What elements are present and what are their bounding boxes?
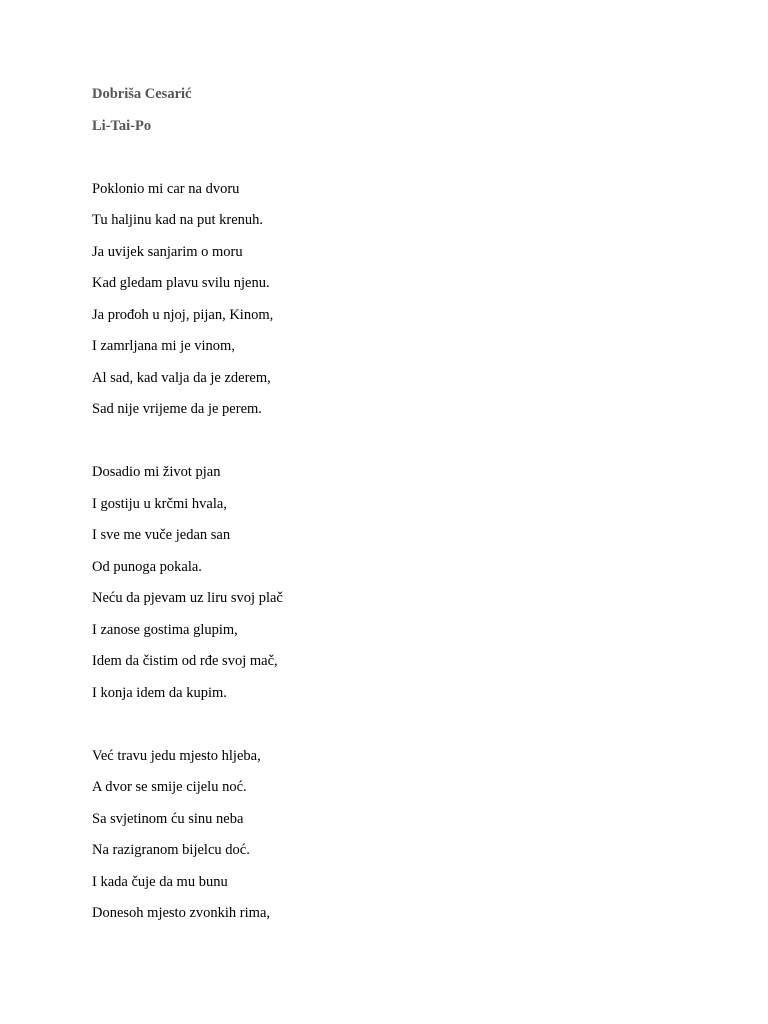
poem-line: Tu haljinu kad na put krenuh. bbox=[92, 212, 264, 228]
poem-author: Dobriša Cesarić bbox=[92, 86, 192, 102]
poem-line: Sad nije vrijeme da je perem. bbox=[92, 401, 262, 417]
poem-line: I sve me vuče jedan san bbox=[92, 527, 231, 543]
poem-line: Sa svjetinom ću sinu neba bbox=[92, 810, 244, 827]
poem-line: Već travu jedu mjesto hljeba, bbox=[92, 747, 261, 764]
stanza-1 bbox=[92, 179, 692, 431]
stanza-3 bbox=[92, 746, 692, 935]
poem-line: Na razigranom bijelcu doć. bbox=[92, 842, 250, 858]
poem-line: Kad gledam plavu svilu njenu. bbox=[92, 275, 270, 291]
poem-line: Dosadio mi život pjan bbox=[92, 464, 221, 480]
poem-line: I zanose gostima glupim, bbox=[92, 621, 238, 638]
stanza-gap bbox=[92, 431, 692, 463]
stanza-2 bbox=[92, 462, 692, 714]
poem-title: Li-Tai-Po bbox=[92, 117, 152, 134]
poem-line: Ja prođoh u njoj, pijan, Kinom, bbox=[92, 306, 274, 323]
poem-line: Poklonio mi car na dvoru bbox=[92, 180, 240, 197]
poem-line: Donesoh mjesto zvonkih rima, bbox=[92, 905, 271, 921]
poem-line: Ja uvijek sanjarim o moru bbox=[92, 243, 243, 260]
poem-line: I zamrljana mi je vinom, bbox=[92, 338, 235, 354]
poem-line: Od punoga pokala. bbox=[92, 558, 202, 575]
poem-line: I konja idem da kupim. bbox=[92, 684, 227, 701]
stanza-gap bbox=[92, 147, 692, 179]
poem-line: Idem da čistim od rđe svoj mač, bbox=[92, 653, 278, 669]
poem-line: A dvor se smije cijelu noć. bbox=[92, 779, 247, 795]
poem-line: Neću da pjevam uz liru svoj plač bbox=[92, 590, 283, 606]
poem-text bbox=[92, 84, 692, 935]
stanza-gap bbox=[92, 714, 692, 746]
poem-line: I gostiju u krčmi hvala, bbox=[92, 495, 227, 512]
poem-line: Al sad, kad valja da je zderem, bbox=[92, 369, 271, 386]
poem-line: I kada čuje da mu bunu bbox=[92, 873, 228, 890]
